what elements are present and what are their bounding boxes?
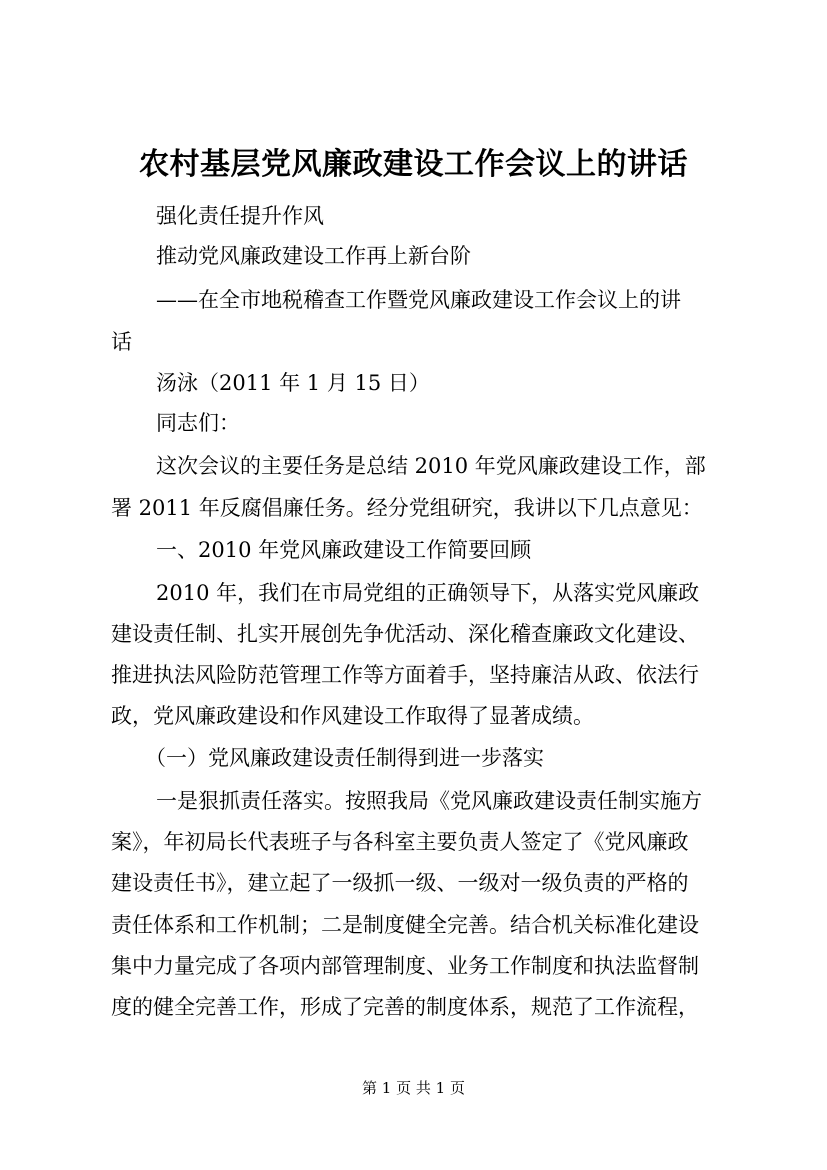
line-text: 政，党风廉政建设和作风建设工作取得了显著成绩。 xyxy=(111,704,594,728)
text-line xyxy=(0,573,827,613)
text-line xyxy=(0,363,827,403)
line-text: 一是狠抓责任落实。按照我局《党风廉政建设责任制实施方 xyxy=(156,789,702,813)
text-line xyxy=(0,696,827,736)
line-text: 这次会议的主要任务是总结 2010 年党风廉政建设工作，部 xyxy=(156,454,706,478)
text-line xyxy=(0,614,827,654)
text-line xyxy=(0,196,827,236)
line-text: 建设责任制、扎实开展创先争优活动、深化稽查廉政文化建设、 xyxy=(111,622,699,646)
text-line xyxy=(0,946,827,986)
line-text: （一）党风廉政建设责任制得到进一步落实 xyxy=(145,746,544,770)
text-line xyxy=(0,322,827,362)
line-text: 推进执法风险防范管理工作等方面着手，坚持廉洁从政、依法行 xyxy=(111,663,699,687)
document-title: 农村基层党风廉政建设工作会议上的讲话 xyxy=(139,147,688,182)
text-line xyxy=(0,987,827,1027)
line-text: 汤泳（2011 年 1 月 15 日） xyxy=(156,371,430,395)
text-line xyxy=(0,738,827,778)
text-line xyxy=(0,280,827,320)
page-footer: 第 1 页 共 1 页 xyxy=(362,1079,465,1097)
line-text: 建设责任书》，建立起了一级抓一级、一级对一级负责的严格的 xyxy=(111,871,689,895)
line-text: 推动党风廉政建设工作再上新台阶 xyxy=(156,244,471,268)
line-text: 署 2011 年反腐倡廉任务。经分党组研究，我讲以下几点意见： xyxy=(111,496,703,520)
text-line xyxy=(0,905,827,945)
line-text: ——在全市地税稽查工作暨党风廉政建设工作会议上的讲 xyxy=(156,288,681,312)
text-line xyxy=(0,236,827,276)
line-text: 2010 年，我们在市局党组的正确领导下，从落实党风廉政 xyxy=(156,581,700,605)
text-line xyxy=(0,822,827,862)
text-line xyxy=(0,781,827,821)
text-line xyxy=(0,488,827,528)
text-line xyxy=(0,863,827,903)
line-text: 强化责任提升作风 xyxy=(156,204,324,228)
line-text: 同志们： xyxy=(156,411,240,435)
line-text: 责任体系和工作机制；二是制度健全完善。结合机关标准化建设 xyxy=(111,913,699,937)
line-text: 度的健全完善工作，形成了完善的制度体系，规范了工作流程， xyxy=(111,995,699,1019)
text-line xyxy=(0,530,827,570)
line-text: 话 xyxy=(111,330,132,354)
line-text: 一、2010 年党风廉政建设工作简要回顾 xyxy=(156,538,532,562)
text-line xyxy=(0,446,827,486)
text-line xyxy=(0,655,827,695)
line-text: 集中力量完成了各项内部管理制度、业务工作制度和执法监督制 xyxy=(111,954,699,978)
line-text: 案》，年初局长代表班子与各科室主要负责人签定了《党风廉政 xyxy=(111,830,689,854)
text-line xyxy=(0,403,827,443)
